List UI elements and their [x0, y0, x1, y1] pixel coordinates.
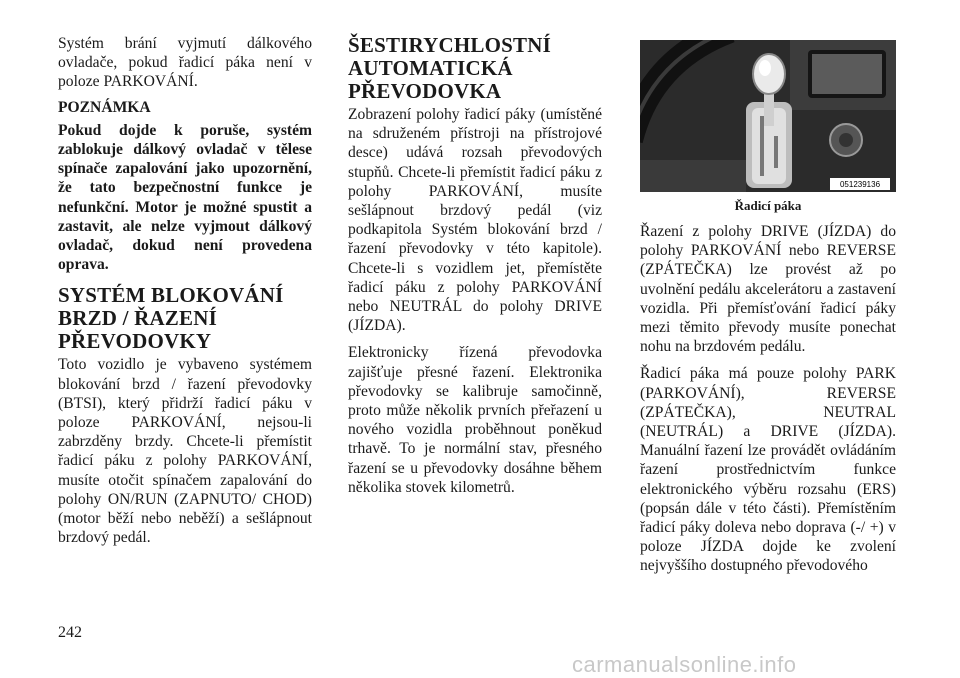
intro-paragraph: Systém brání vyjmutí dálkového ovladače, pokud řadicí páka není v poloze PARKOVÁNÍ. [58, 35, 312, 91]
photo-caption: Řadicí páka [734, 198, 802, 213]
column-left [58, 34, 312, 547]
page-number: 242 [58, 624, 82, 641]
section-heading-transmission: ŠESTIRYCHLOSTNÍ AUTOMATICKÁ PŘEVODOVKA [348, 33, 552, 103]
section-heading-btsi: SYSTÉM BLOKOVÁNÍ BRZD / ŘAZENÍ PŘEVODOVKY [58, 283, 284, 354]
transmission-paragraph-1: Zobrazení polohy řadicí páky (umístěné na sdruženém přístroji na přístrojové desce) udává rozsah převodových stupňů. Chcete-li přemístit řadicí páku z polohy PARKOVÁNÍ, musíte sešlápnout brzdový pedál (viz podkapitola Systém blokování brzd / řazení převodovky v této kapitole). Chcete-li s vozidlem jet, přemístěte řadicí páku z polohy PARKOVÁNÍ nebo NEUTRÁL do polohy DRIVE (JÍZDA). [348, 106, 602, 335]
transmission-paragraph-2: Elektronicky řízená převodovka zajišťuje přesné řazení. Elektronika převodovky se kalibruje samočinně, proto může několik prvních přeřazení u nového vozidla proběhnout poněkud trhavě. To je normální stav, přesného řazení se u převodovky dosáhne během několika stovek kilometrů. [348, 344, 602, 496]
note-text: Pokud dojde k poruše, systém zablokuje dálkový ovladač v tělese spínače zapalování jako upozornění, že tato bezpečnostní funkce je nefunkční. Motor je možné spustit a zastavit, ale nelze vyjmout dálkový ovladač, dokud není provedena oprava. [58, 121, 312, 274]
btsi-paragraph: Toto vozidlo je vybaveno systémem blokování brzd / řazení převodovky (BTSI), který přidrží řadicí páku v poloze PARKOVÁNÍ, nejsou-li zabrzděny brzdy. Chcete-li přemístit řadicí páku z polohy PARKOVÁNÍ, musíte otočit spínačem zapalování do polohy ON/RUN (ZAPNUTO/ CHOD) (motor běží nebo neběží) a sešlápnout brzdový pedál. [58, 356, 312, 547]
photo-code-label: 051239136 [839, 180, 881, 189]
gear-shifter-photo [640, 40, 896, 192]
shift-paragraph-2: Řadicí páka má pouze polohy PARK (PARKOVÁNÍ), REVERSE (ZPÁTEČKA), NEUTRAL (NEUTRÁL) a DRIVE (JÍZDA). Manuální řazení lze provádět ovládáním řazení prostřednictvím funkce elektronického výběru rozsahu (ERS) (popsán dále v této části). Přemístěním řadicí páky doleva nebo doprava (-/ +) v poloze JÍZDA dojde ke zvolení nejvyššího dostupného převodového [640, 365, 896, 575]
note-title: POZNÁMKA [58, 98, 151, 116]
column-middle [348, 34, 602, 497]
shift-paragraph-1: Řazení z polohy DRIVE (JÍZDA) do polohy PARKOVÁNÍ nebo REVERSE (ZPÁTEČKA) lze provést až po uvolnění pedálu akcelerátoru a zastavení vozidla. Při přemísťování řadicí páky mezi těmito převody musíte ponechat nohu na brzdovém pedálu. [640, 223, 896, 356]
watermark: carmanualsonline.info [572, 652, 797, 677]
column-right [640, 40, 896, 576]
gear-shifter-illustration [640, 40, 896, 192]
